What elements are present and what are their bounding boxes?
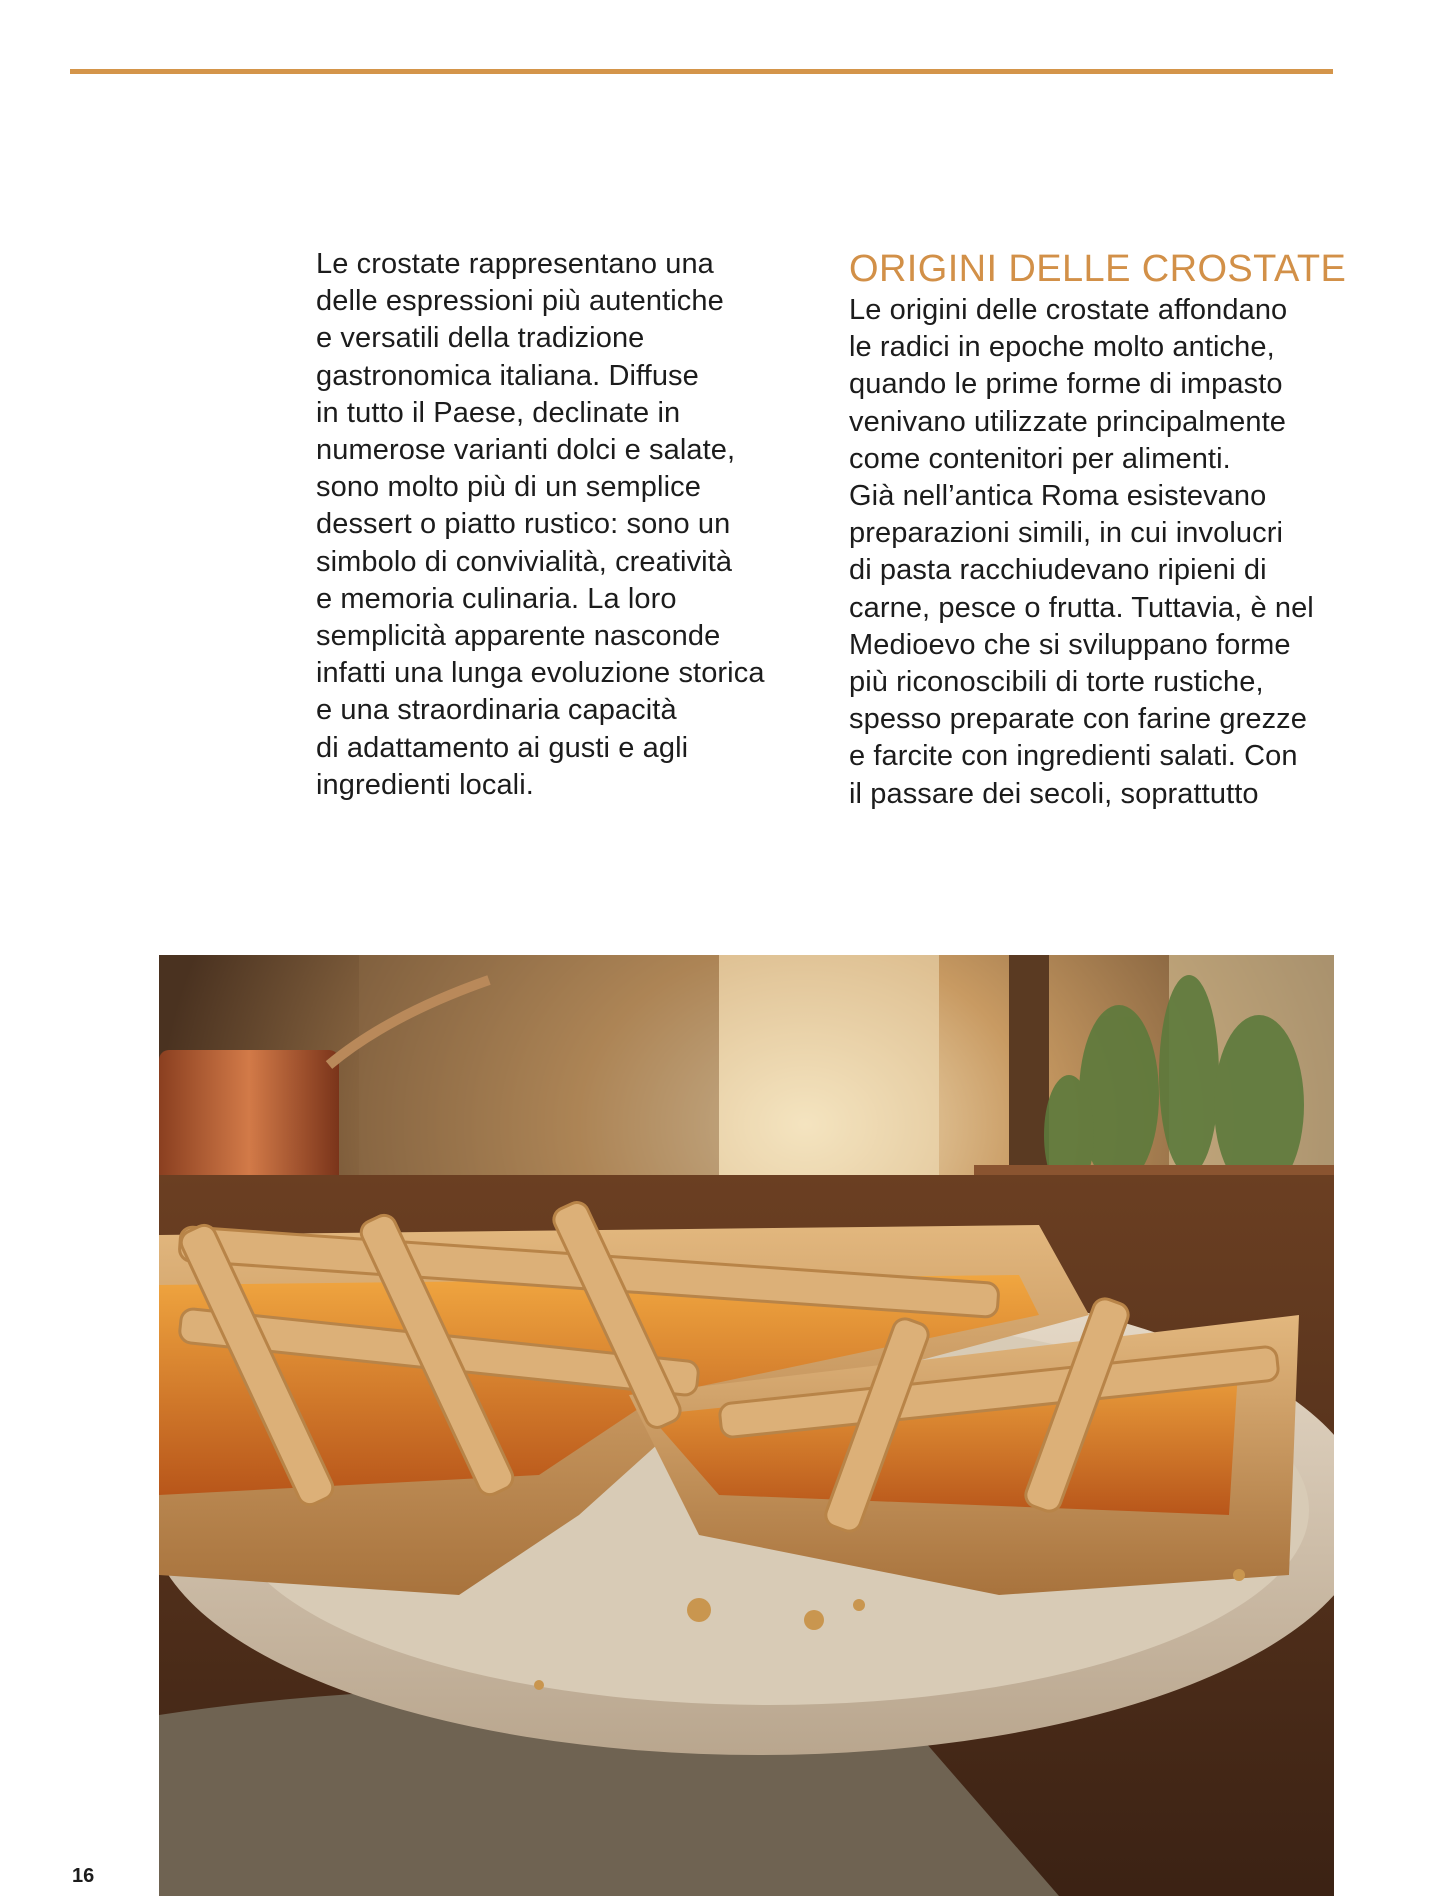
intro-line: semplicità apparente nasconde (316, 620, 721, 653)
origins-line: il passare dei secoli, soprattutto (849, 777, 1259, 810)
origins-line: le radici in epoche molto antiche, (849, 331, 1275, 364)
intro-line: dessert o piatto rustico: sono un (316, 508, 731, 541)
intro-line: simbolo di convivialità, creatività (316, 545, 733, 578)
origins-section (849, 246, 1349, 813)
page-number: 16 (72, 1865, 95, 1887)
intro-line: e memoria culinaria. La loro (316, 582, 677, 615)
origins-line: come contenitori per alimenti. (849, 442, 1231, 475)
origins-line: Medioevo che si sviluppano forme (849, 628, 1291, 661)
crostata-photo (159, 955, 1334, 1896)
intro-line: in tutto il Paese, declinate in (316, 396, 681, 429)
intro-line: gastronomica italiana. Diffuse (316, 359, 699, 392)
intro-line: delle espressioni più autentiche (316, 285, 724, 318)
origins-line: di pasta racchiudevano ripieni di (849, 554, 1267, 587)
origins-line: quando le prime forme di impasto (849, 368, 1283, 401)
intro-line: numerose varianti dolci e salate, (316, 434, 736, 467)
origins-line: e farcite con ingredienti salati. Con (849, 740, 1298, 773)
intro-line: infatti una lunga evoluzione storica (316, 657, 765, 690)
intro-line: e versatili della tradizione (316, 322, 645, 355)
origins-line: preparazioni simili, in cui involucri (849, 517, 1284, 550)
origins-line: spesso preparate con farine grezze (849, 703, 1307, 736)
origins-line: carne, pesce o frutta. Tuttavia, è nel (849, 591, 1314, 624)
intro-line: di adattamento ai gusti e agli (316, 731, 689, 764)
section-heading: ORIGINI DELLE CROSTATE (849, 248, 1347, 290)
intro-line: Le crostate rappresentano una (316, 248, 714, 280)
origins-line: Già nell’antica Roma esistevano (849, 480, 1267, 513)
intro-line: e una straordinaria capacità (316, 694, 677, 727)
intro-line: ingredienti locali. (316, 768, 534, 801)
intro-paragraph (316, 246, 816, 804)
origins-line: più riconoscibili di torte rustiche, (849, 666, 1264, 699)
origins-line: venivano utilizzate principalmente (849, 405, 1287, 438)
top-rule (70, 69, 1333, 74)
origins-line: Le origini delle crostate affondano (849, 294, 1288, 326)
intro-line: sono molto più di un semplice (316, 471, 701, 504)
